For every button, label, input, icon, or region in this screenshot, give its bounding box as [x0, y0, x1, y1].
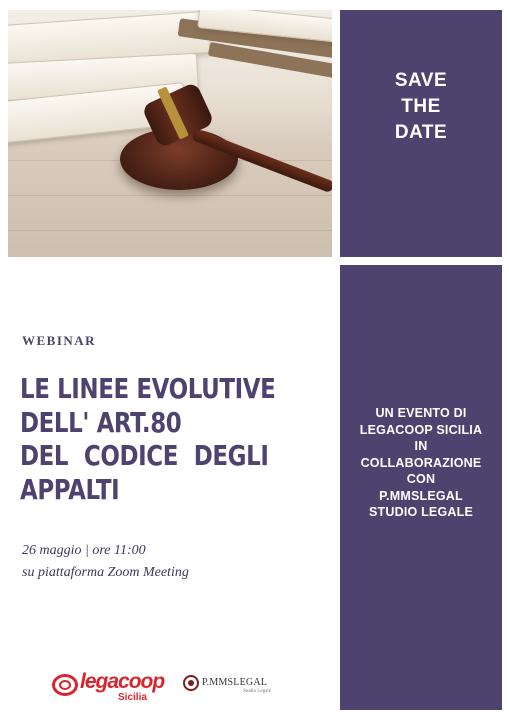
save-the-date-text: SAVE THE DATE [394, 70, 448, 143]
pmmslegal-mark-icon [183, 675, 199, 691]
event-type-label: WEBINAR [22, 333, 97, 348]
event-details [22, 540, 189, 584]
gavel-books-photo [8, 10, 332, 257]
save-the-date-panel [340, 10, 502, 257]
organizer-text: UN EVENTO DI LEGACOOP SICILIA IN COLLABORAZIONE CON P.MMSLEGAL STUDIO LEGALE [359, 406, 483, 519]
legacoop-logo: legacoop Sicilia [52, 670, 162, 706]
pmmslegal-logo: P.MMSLEGAL Studio Legale [183, 672, 273, 702]
event-title: LE LINEE EVOLUTIVE DELL' ART.80 DEL CODICE DEGLI APPALTI [20, 372, 276, 506]
organizer-panel [340, 265, 502, 710]
legacoop-mark-icon [52, 674, 78, 696]
event-platform: su piattaforma Zoom Meeting [22, 565, 189, 580]
event-date-time: 26 maggio | ore 11:00 [22, 543, 146, 558]
